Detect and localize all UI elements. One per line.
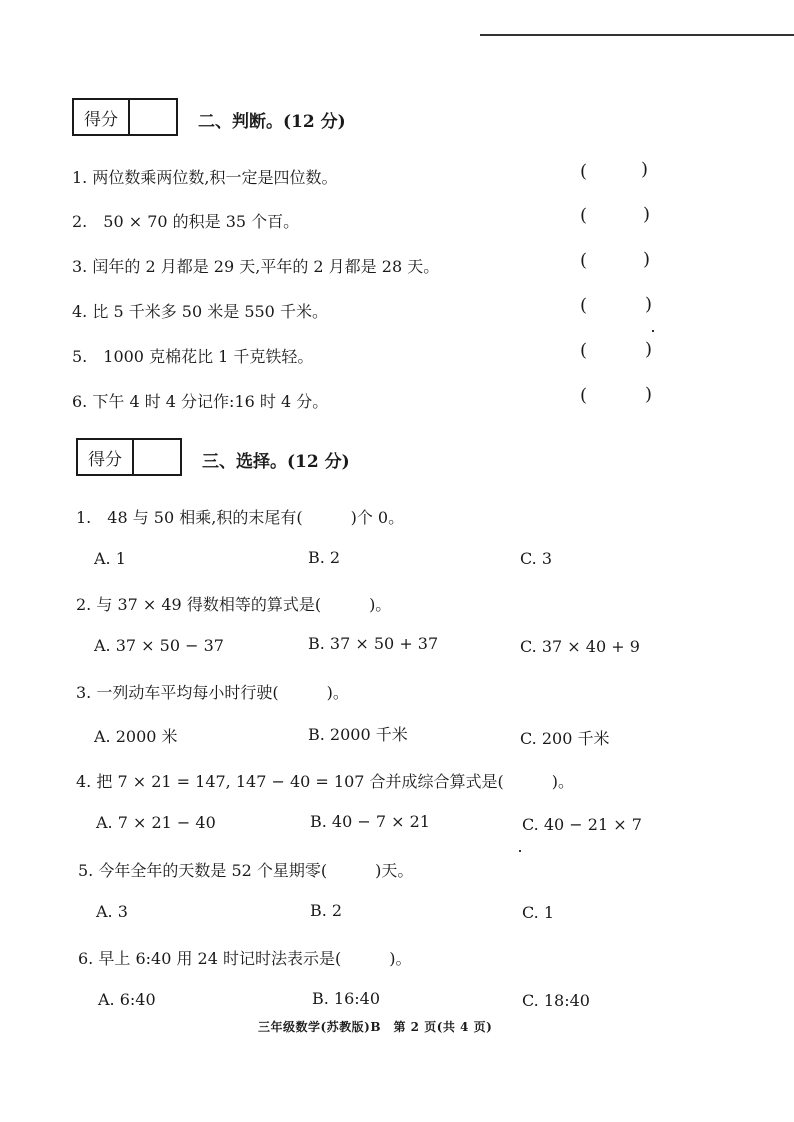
answer-paren-open-1[interactable]: ( — [580, 161, 588, 182]
option-c[interactable]: C. 1 — [522, 903, 555, 922]
option-a[interactable]: A. 6:40 — [98, 990, 156, 1009]
top-rule — [480, 34, 794, 36]
judge-item-5: 5. 1000 克棉花比 1 千克铁轻。 — [72, 347, 314, 366]
option-c[interactable]: C. 3 — [520, 549, 553, 568]
option-a[interactable]: A. 3 — [96, 902, 128, 921]
judge-item-2: 2. 50 × 70 的积是 35 个百。 — [72, 212, 300, 231]
judge-item-4: 4. 比 5 千米多 50 米是 550 千米。 — [72, 302, 328, 321]
answer-paren-close-1: ) — [641, 159, 649, 180]
answer-paren-open-4[interactable]: ( — [580, 295, 588, 316]
answer-paren-close-5: ) — [645, 339, 653, 360]
option-b[interactable]: B. 2000 千米 — [308, 725, 408, 744]
score-box-section2 — [72, 98, 178, 136]
answer-paren-close-2: ) — [643, 204, 651, 225]
choice-question-4: 4. 把 7 × 21 = 147, 147 − 40 = 107 合并成综合算式是( )。 — [76, 772, 575, 791]
answer-paren-open-5[interactable]: ( — [580, 340, 588, 361]
score-blank — [134, 440, 180, 474]
scan-speck — [652, 330, 654, 332]
score-label: 得分 — [74, 100, 130, 134]
option-a[interactable]: A. 37 × 50 − 37 — [94, 636, 224, 655]
option-b[interactable]: B. 2 — [308, 548, 341, 567]
choice-question-3: 3. 一列动车平均每小时行驶( )。 — [76, 683, 349, 702]
judge-item-3: 3. 闰年的 2 月都是 29 天,平年的 2 月都是 28 天。 — [72, 257, 440, 276]
score-label: 得分 — [78, 440, 134, 474]
option-a[interactable]: A. 2000 米 — [94, 727, 178, 746]
choice-question-1: 1. 48 与 50 相乘,积的末尾有( )个 0。 — [76, 508, 405, 527]
option-a[interactable]: A. 7 × 21 − 40 — [96, 813, 216, 832]
option-b[interactable]: B. 2 — [310, 901, 343, 920]
option-b[interactable]: B. 37 × 50 + 37 — [308, 634, 439, 653]
score-box-section3 — [76, 438, 182, 476]
choice-question-5: 5. 今年全年的天数是 52 个星期零( )天。 — [78, 861, 414, 880]
answer-paren-close-6: ) — [645, 384, 653, 405]
section2-title: 二、判断。(12 分) — [198, 112, 346, 132]
judge-item-1: 1. 两位数乘两位数,积一定是四位数。 — [72, 168, 338, 187]
option-c[interactable]: C. 37 × 40 + 9 — [520, 637, 640, 656]
judge-item-6: 6. 下午 4 时 4 分记作:16 时 4 分。 — [72, 392, 329, 411]
option-a[interactable]: A. 1 — [94, 549, 126, 568]
option-c[interactable]: C. 40 − 21 × 7 — [522, 815, 642, 834]
answer-paren-open-6[interactable]: ( — [580, 385, 588, 406]
section3-title: 三、选择。(12 分) — [202, 452, 350, 472]
option-c[interactable]: C. 200 千米 — [520, 729, 610, 748]
answer-paren-close-3: ) — [643, 249, 651, 270]
scan-speck — [519, 850, 521, 852]
option-c[interactable]: C. 18:40 — [522, 991, 590, 1010]
answer-paren-close-4: ) — [645, 294, 653, 315]
score-blank — [130, 100, 176, 134]
page-footer: 三年级数学(苏教版)B 第 2 页(共 4 页) — [258, 1020, 493, 1034]
answer-paren-open-3[interactable]: ( — [580, 250, 588, 271]
choice-question-2: 2. 与 37 × 49 得数相等的算式是( )。 — [76, 595, 392, 614]
answer-paren-open-2[interactable]: ( — [580, 205, 588, 226]
choice-question-6: 6. 早上 6:40 用 24 时记时法表示是( )。 — [78, 949, 412, 968]
option-b[interactable]: B. 40 − 7 × 21 — [310, 812, 430, 831]
option-b[interactable]: B. 16:40 — [312, 989, 381, 1008]
